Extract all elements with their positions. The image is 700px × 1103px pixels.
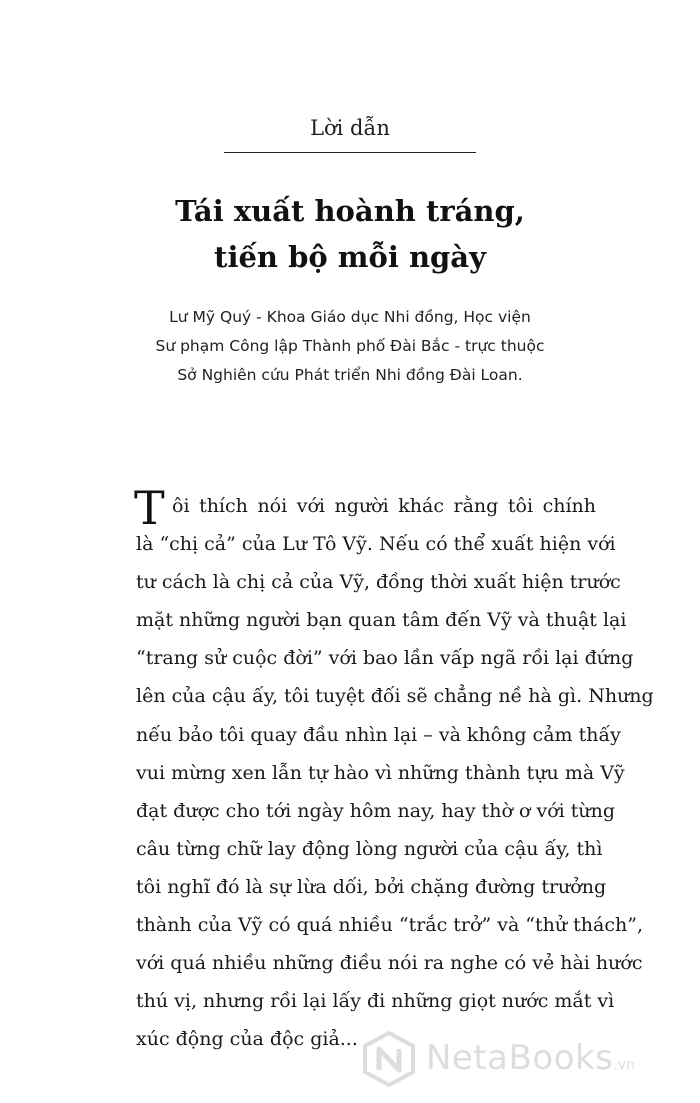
chapter-title: [0, 188, 700, 280]
paragraph-line: xúc động của độc giả...: [136, 1028, 358, 1051]
paragraph-line: lên của cậu ấy, tôi tuyệt đối sẽ chẳng nề hà gì. Nhưng: [136, 685, 654, 708]
author-credit-line: Sư phạm Công lập Thành phố Đài Bắc - trực thuộc: [155, 337, 545, 355]
paragraph-line: với quá nhiều những điều nói ra nghe có vẻ hài hước: [136, 952, 643, 975]
watermark-brand: NetaBooks: [426, 1038, 614, 1078]
paragraph-line: thành của Vỹ có quá nhiều “trắc trở” và “thử thách”,: [136, 914, 643, 937]
author-credit: [0, 303, 700, 390]
paragraph-line: vui mừng xen lẫn tự hào vì những thành tựu mà Vỹ: [136, 761, 625, 784]
chapter-title-line: Tái xuất hoành tráng,: [175, 194, 525, 228]
kicker-divider: [224, 152, 476, 153]
chapter-title-line: tiến bộ mỗi ngày: [214, 240, 486, 274]
paragraph-line: là “chị cả” của Lư Tô Vỹ. Nếu có thể xuất hiện với: [136, 533, 616, 556]
paragraph-line: nếu bảo tôi quay đầu nhìn lại – và không cảm thấy: [136, 723, 621, 746]
paragraph-line: tư cách là chị cả của Vỹ, đồng thời xuất hiện trước: [136, 571, 621, 594]
netabooks-logo-icon: [360, 1030, 418, 1088]
drop-cap: T: [134, 481, 165, 535]
paragraph-line: đạt được cho tới ngày hôm nay, hay thờ ơ với từng: [136, 799, 616, 822]
paragraph-line: mặt những người bạn quan tâm đến Vỹ và thuật lại: [136, 609, 627, 632]
watermark-text: [426, 1036, 635, 1087]
paragraph-line: thú vị, nhưng rồi lại lấy đi những giọt nước mắt vì: [136, 990, 615, 1013]
paragraph-line: ôi thích nói với người khác rằng tôi chính: [172, 495, 596, 517]
author-credit-line: Lư Mỹ Quý - Khoa Giáo dục Nhi đồng, Học viện: [169, 308, 531, 326]
paragraph-line: câu từng chữ lay động lòng người của cậu ấy, thì: [136, 837, 603, 860]
author-credit-line: Sở Nghiên cứu Phát triển Nhi đồng Đài Loan.: [177, 366, 523, 384]
paragraph-line: tôi nghĩ đó là sự lừa dối, bởi chặng đường trưởng: [136, 875, 607, 898]
netabooks-watermark: [360, 1030, 695, 1088]
section-kicker: Lời dẫn: [310, 116, 390, 140]
paragraph-line: “trang sử cuộc đời” với bao lần vấp ngã rồi lại đứng: [136, 647, 634, 670]
watermark-suffix: .vn: [613, 1057, 635, 1073]
